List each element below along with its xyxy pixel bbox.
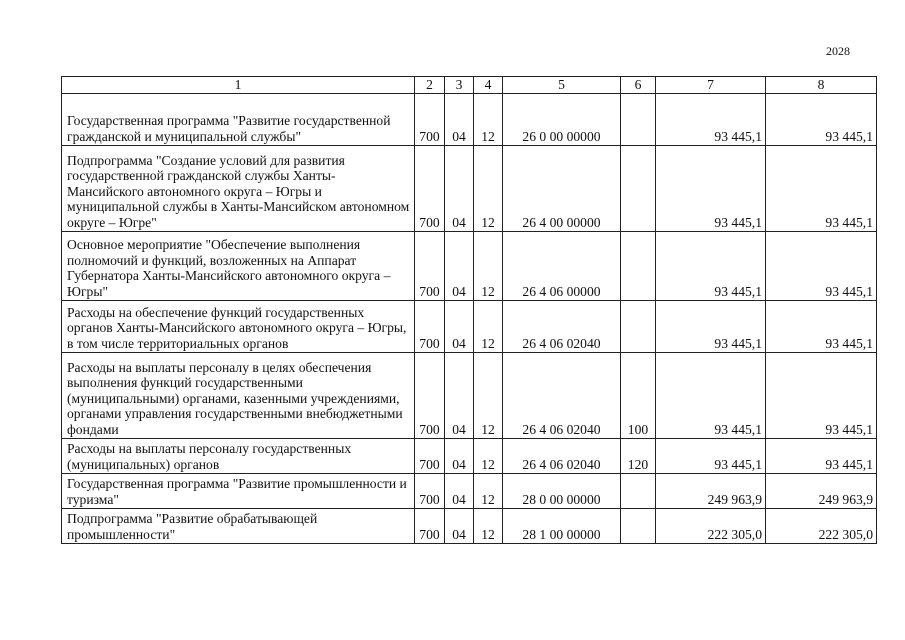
table-row <box>62 300 877 352</box>
ministry-code-cell: 700 <box>415 93 445 145</box>
amount-cell: 93 445,1 <box>766 352 877 438</box>
target-article-cell: 28 1 00 00000 <box>503 508 621 543</box>
expense-type-cell: 120 <box>621 438 656 473</box>
column-header: 7 <box>656 77 766 94</box>
expense-type-cell <box>621 145 656 231</box>
table-row <box>62 93 877 145</box>
budget-table <box>61 76 877 544</box>
column-header: 8 <box>766 77 877 94</box>
expense-type-cell <box>621 473 656 508</box>
ministry-code-cell: 700 <box>415 438 445 473</box>
column-header: 4 <box>474 77 503 94</box>
amount-cell: 93 445,1 <box>656 438 766 473</box>
expense-type-cell: 100 <box>621 352 656 438</box>
ministry-code-cell: 700 <box>415 300 445 352</box>
row-name-cell: Государственная программа "Развитие промышленности и туризма" <box>62 473 415 508</box>
amount-cell: 222 305,0 <box>656 508 766 543</box>
section-cell: 04 <box>445 231 474 300</box>
amount-cell: 93 445,1 <box>656 93 766 145</box>
section-cell: 04 <box>445 93 474 145</box>
section-cell: 04 <box>445 508 474 543</box>
table-row <box>62 438 877 473</box>
subsection-cell: 12 <box>474 473 503 508</box>
ministry-code-cell: 700 <box>415 145 445 231</box>
target-article-cell: 26 4 06 02040 <box>503 352 621 438</box>
amount-cell: 93 445,1 <box>766 438 877 473</box>
section-cell: 04 <box>445 145 474 231</box>
column-header: 2 <box>415 77 445 94</box>
table-row <box>62 352 877 438</box>
column-header: 3 <box>445 77 474 94</box>
ministry-code-cell: 700 <box>415 508 445 543</box>
table-row <box>62 231 877 300</box>
ministry-code-cell: 700 <box>415 473 445 508</box>
amount-cell: 93 445,1 <box>656 145 766 231</box>
subsection-cell: 12 <box>474 93 503 145</box>
subsection-cell: 12 <box>474 438 503 473</box>
amount-cell: 93 445,1 <box>656 231 766 300</box>
subsection-cell: 12 <box>474 300 503 352</box>
subsection-cell: 12 <box>474 352 503 438</box>
subsection-cell: 12 <box>474 508 503 543</box>
row-name-cell: Расходы на обеспечение функций государственных органов Ханты-Мансийского автономного округа – Югры, в том числе территориальных органов <box>62 300 415 352</box>
target-article-cell: 26 0 00 00000 <box>503 93 621 145</box>
column-header: 5 <box>503 77 621 94</box>
row-name-cell: Подпрограмма "Развитие обрабатывающей промышленности" <box>62 508 415 543</box>
target-article-cell: 28 0 00 00000 <box>503 473 621 508</box>
section-cell: 04 <box>445 473 474 508</box>
amount-cell: 93 445,1 <box>766 300 877 352</box>
section-cell: 04 <box>445 300 474 352</box>
column-header: 1 <box>62 77 415 94</box>
target-article-cell: 26 4 06 02040 <box>503 300 621 352</box>
column-header: 6 <box>621 77 656 94</box>
ministry-code-cell: 700 <box>415 352 445 438</box>
amount-cell: 222 305,0 <box>766 508 877 543</box>
section-cell: 04 <box>445 352 474 438</box>
expense-type-cell <box>621 300 656 352</box>
amount-cell: 93 445,1 <box>766 231 877 300</box>
amount-cell: 93 445,1 <box>656 352 766 438</box>
target-article-cell: 26 4 00 00000 <box>503 145 621 231</box>
expense-type-cell <box>621 231 656 300</box>
table-row <box>62 145 877 231</box>
amount-cell: 93 445,1 <box>766 145 877 231</box>
row-name-cell: Подпрограмма "Создание условий для развития государственной гражданской службы Ханты-Мансийского автономного округа – Югры и муниципальной службы в Ханты-Мансийском автономном округе – Югре" <box>62 145 415 231</box>
amount-cell: 93 445,1 <box>656 300 766 352</box>
target-article-cell: 26 4 06 02040 <box>503 438 621 473</box>
table-header-row <box>62 77 877 94</box>
expense-type-cell <box>621 93 656 145</box>
row-name-cell: Основное мероприятие "Обеспечение выполнения полномочий и функций, возложенных на Аппарат Губернатора Ханты-Мансийского автономного округа – Югры" <box>62 231 415 300</box>
amount-cell: 249 963,9 <box>766 473 877 508</box>
row-name-cell: Расходы на выплаты персоналу в целях обеспечения выполнения функций государственными (муниципальными) органами, казенными учреждениями, органами управления государственными внебюджетными фондами <box>62 352 415 438</box>
section-cell: 04 <box>445 438 474 473</box>
table-row <box>62 473 877 508</box>
row-name-cell: Государственная программа "Развитие государственной гражданской и муниципальной службы" <box>62 93 415 145</box>
subsection-cell: 12 <box>474 145 503 231</box>
row-name-cell: Расходы на выплаты персоналу государственных (муниципальных) органов <box>62 438 415 473</box>
amount-cell: 93 445,1 <box>766 93 877 145</box>
amount-cell: 249 963,9 <box>656 473 766 508</box>
ministry-code-cell: 700 <box>415 231 445 300</box>
page-number: 2028 <box>826 44 850 58</box>
subsection-cell: 12 <box>474 231 503 300</box>
table-row <box>62 508 877 543</box>
expense-type-cell <box>621 508 656 543</box>
target-article-cell: 26 4 06 00000 <box>503 231 621 300</box>
